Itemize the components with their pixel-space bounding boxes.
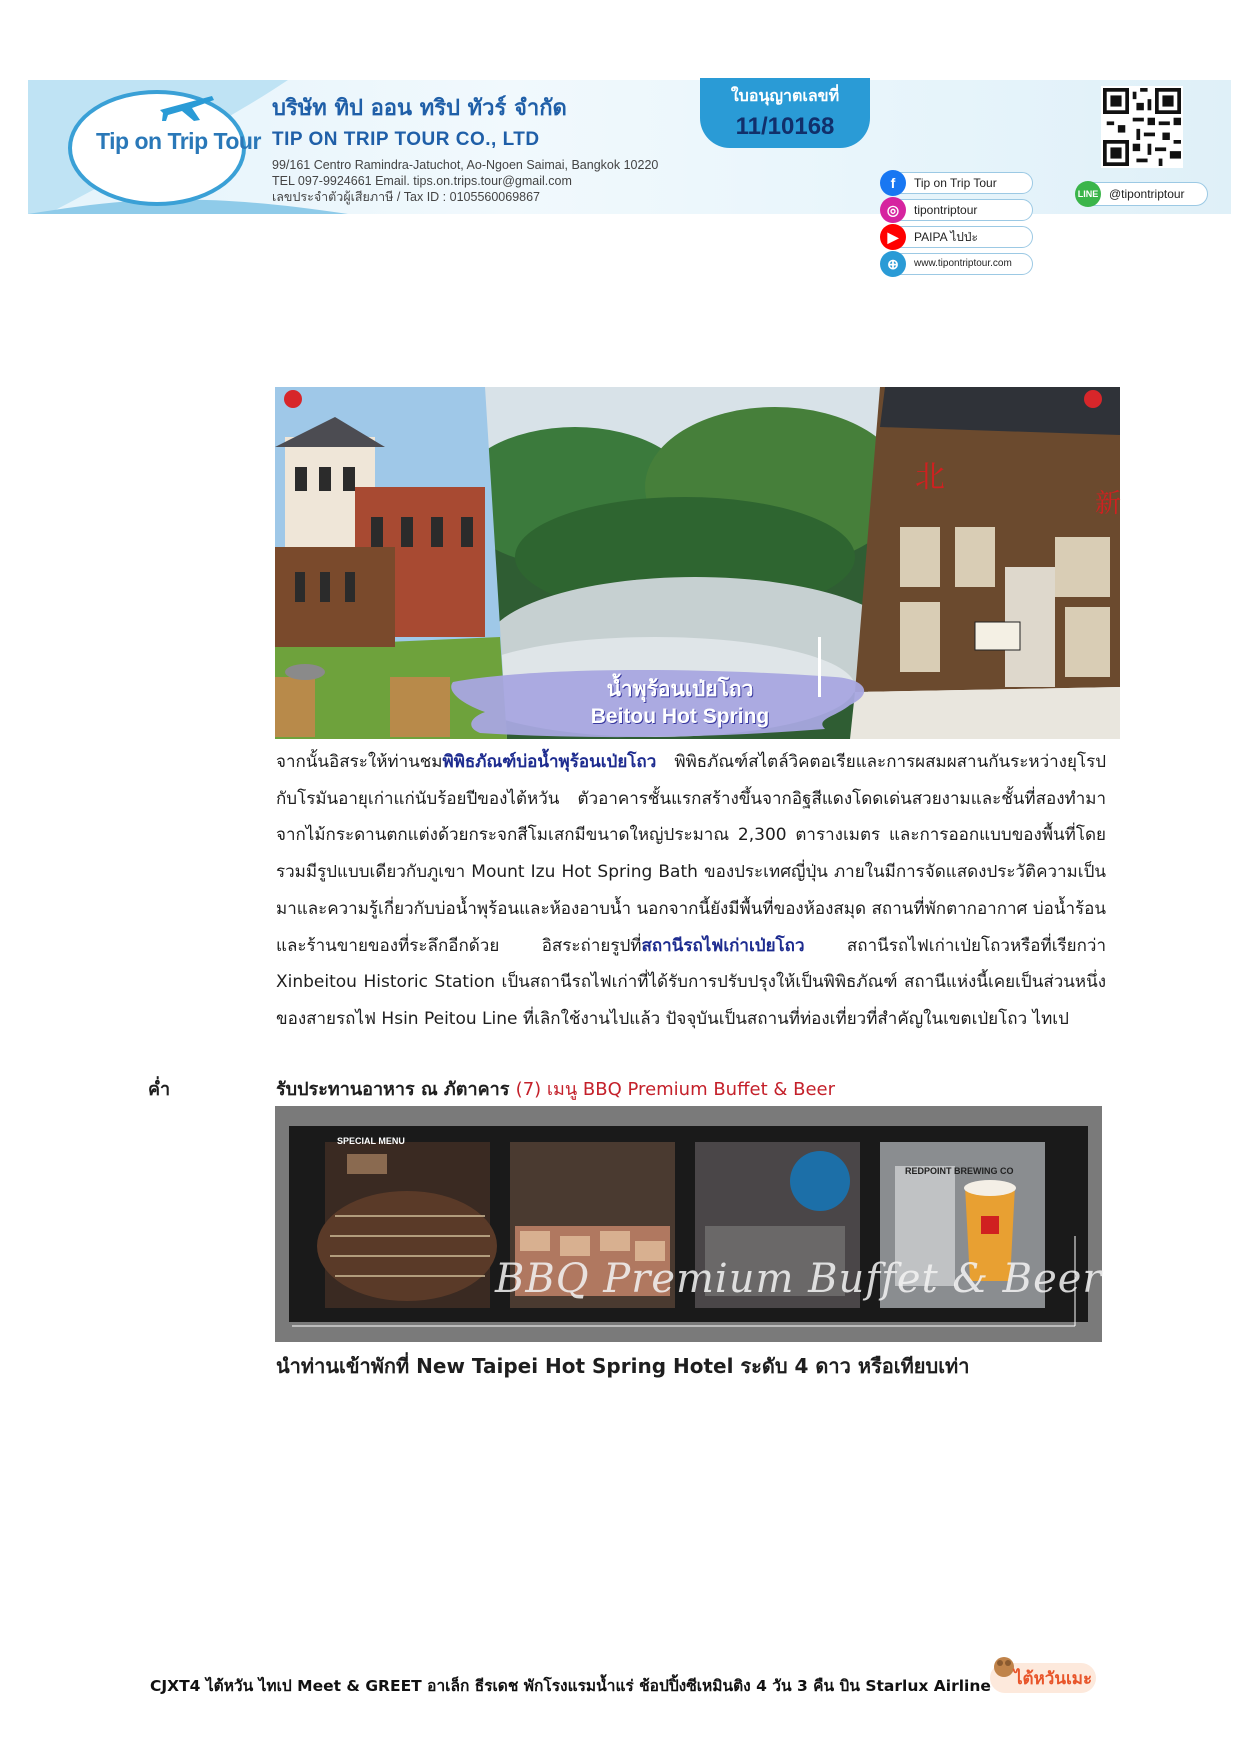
svg-text:北: 北 xyxy=(915,460,945,495)
bbq-buffet-image xyxy=(275,1106,1102,1342)
website-label: www.tipontriptour.com xyxy=(914,258,1012,269)
header-banner xyxy=(28,80,1231,272)
svg-text:新: 新 xyxy=(1095,489,1122,519)
website-link[interactable] xyxy=(883,253,1033,275)
facebook-link[interactable] xyxy=(883,172,1033,194)
footer-tour-title: CJXT4 ไต้หวัน ไทเป Meet & GREET อาเล็ก ธีรเดช พักโรงแรมน้ำแร่ ช้อปปิ้งซีเหมินติง 4 วัน 3 คืน บิน Starlux Airline xyxy=(150,1677,991,1695)
facebook-icon: f xyxy=(880,170,906,196)
station-photo xyxy=(850,387,1121,739)
social-links xyxy=(883,172,1033,280)
special-menu-label: SPECIAL MENU xyxy=(337,1136,405,1146)
logo-wordmark: Tip on Trip Tour xyxy=(96,128,261,154)
instagram-label: tipontriptour xyxy=(914,203,978,217)
attraction-description: จากนั้นอิสระให้ท่านชมพิพิธภัณฑ์บ่อน้ำพุร้อนเป่ยโถว พิพิธภัณฑ์สไตล์วิคตอเรียและการผสมผสานกันระหว่างยุโรปกับโรมันอายุเก่าแก่นับร้อยปีของไต้หวัน ตัวอาคารชั้นแรกสร้างขึ้นจากอิฐสีแดงโดดเด่นสวยงามและชั้นที่สองทำมาจากไม้กระดานตกแต่งด้วยกระจกสีโมเสกมีขนาดใหญ่ประมาณ 2,300 ตารางเมตร และการออกแบบของพื้นที่โดยรวมมีรูปแบบเดียวกับภูเขา Mount Izu Hot Spring Bath ของประเทศญี่ปุ่น ภายในมีการจัดแสดงประวัติความเป็นมาและความรู้เกี่ยวกับบ่อน้ำพุร้อนและห้องอาบน้ำ นอกจากนี้ยังมีพื้นที่ของห้องสมุด สถานที่พักตากอากาศ บ่อน้ำร้อนและร้านขายของที่ระลึกอีกด้วย อิสระถ่ายรูปที่สถานีรถไฟเก่าเป่ยโถว สถานีรถไฟเก่าเป่ยโถวหรือที่เรียกว่า Xinbeitou Historic Station เป็นสถานีรถไฟเก่าที่ได้รับการปรับปรุงให้เป็นพิพิธภัณฑ์ สถานีแห่งนี้เคยเป็นส่วนหนึ่งของสายรถไฟ Hsin Peitou Line ที่เลิกใช้งานไปแล้ว ปัจจุบันเป็นสถานที่ท่องเที่ยวที่สำคัญในเขตเป่ยโถว ไทเป xyxy=(276,752,1106,1029)
company-info xyxy=(272,90,658,205)
web-icon: ⊕ xyxy=(880,251,906,277)
dinner-text: รับประทานอาหาร ณ ภัตาคาร (7) เมนู BBQ Premium Buffet & Beer xyxy=(276,1079,836,1100)
meal-time-label: ค่ำ xyxy=(148,1079,171,1100)
museum-link-text: พิพิธภัณฑ์บ่อน้ำพุร้อนเป่ยโถว xyxy=(442,752,657,772)
brewery-sign: REDPOINT BREWING CO xyxy=(905,1166,1014,1176)
youtube-link[interactable] xyxy=(883,226,1033,248)
instagram-icon: ◎ xyxy=(880,197,906,223)
company-address: 99/161 Centro Ramindra-Jatuchot, Ao-Ngoen Saimai, Bangkok 10220 xyxy=(272,158,659,172)
pushpin-icon xyxy=(1084,390,1102,408)
license-label: ใบอนุญาตเลขที่ xyxy=(730,86,840,105)
pushpin-icon xyxy=(284,390,302,408)
facebook-label: Tip on Trip Tour xyxy=(914,176,997,190)
taiwan-mea-logo xyxy=(988,1653,1098,1699)
company-tax-id: เลขประจำตัวผู้เสียภาษี / Tax ID : 0105560069867 xyxy=(272,190,541,204)
company-name-thai: บริษัท ทิป ออน ทริป ทัวร์ จำกัด xyxy=(272,96,567,121)
station-link-text: สถานีรถไฟเก่าเป่ยโถว xyxy=(641,935,805,956)
instagram-link[interactable] xyxy=(883,199,1033,221)
company-contact: TEL 097-9924661 Email. tips.on.trips.tour@gmail.com xyxy=(272,174,572,188)
line-link[interactable] xyxy=(1078,182,1208,206)
company-name-english: TIP ON TRIP TOUR CO., LTD xyxy=(272,129,540,150)
line-label: @tipontriptour xyxy=(1109,187,1185,201)
airplane-icon xyxy=(156,88,216,124)
license-number: 11/10168 xyxy=(735,113,835,140)
dinner-menu: (7) เมนู BBQ Premium Buffet & Beer xyxy=(515,1079,836,1100)
youtube-icon: ▶ xyxy=(880,224,906,250)
collage-caption-english: Beitou Hot Spring xyxy=(590,705,770,728)
bbq-caption: BBQ Premium Buffet & Beer xyxy=(495,1256,1103,1302)
hotel-info: นำท่านเข้าพักที่ New Taipei Hot Spring Hotel ระดับ 4 ดาว หรือเทียบเท่า xyxy=(276,1354,970,1378)
license-badge xyxy=(700,78,870,148)
youtube-label: PAIPA ไปป่ะ xyxy=(914,230,978,244)
line-icon: LINE xyxy=(1075,181,1101,207)
footer-logo-text: ไต้หวันเมะ xyxy=(1014,1669,1093,1689)
qr-code[interactable] xyxy=(1101,86,1183,168)
beitou-photo-collage xyxy=(275,387,1120,739)
collage-caption-thai: น้ำพุร้อนเป่ยโถว xyxy=(606,677,754,701)
